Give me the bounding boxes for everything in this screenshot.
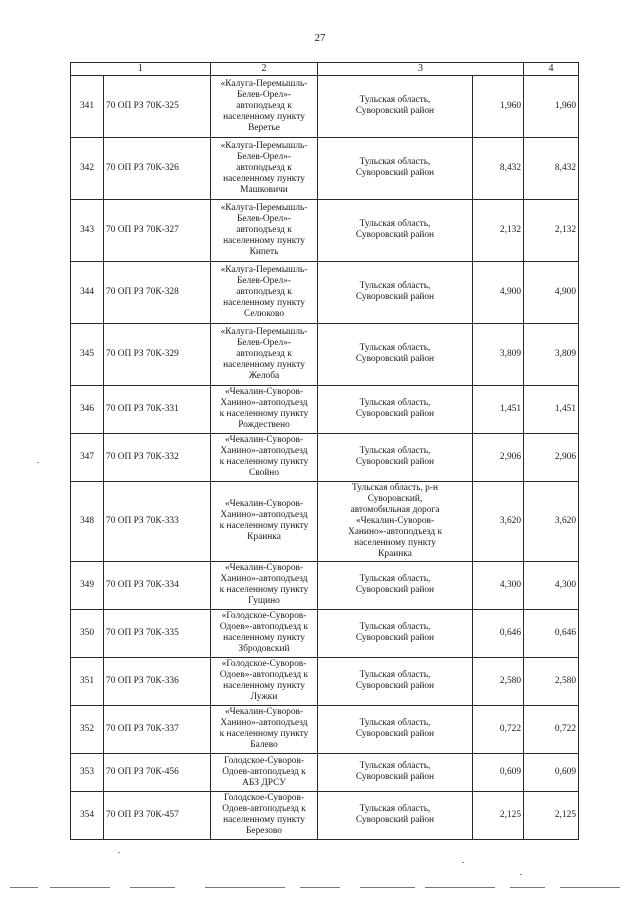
road-name-line: Белев-Орел»- [236,151,292,162]
road-name-line: «Чекалин-Суворов- [224,387,304,398]
row-number: 351 [71,657,104,705]
road-name-line: «Чекалин-Суворов- [224,563,304,574]
road-name-line: Кипеть [249,246,279,257]
row-number: 348 [71,481,104,561]
length-km: 3,620 [473,481,524,561]
table-row [71,791,579,839]
road-name-line: населенному пункту [223,297,305,308]
length-km: 0,609 [473,753,524,791]
road-name-line: «Калуга-Перемышль- [220,264,308,275]
total-length-km: 3,620 [524,481,579,561]
location-line: «Чекалин-Суворов- [355,515,435,526]
table-row [71,609,579,657]
location-cell [318,75,473,137]
location-cell [318,657,473,705]
road-name-cell [211,791,318,839]
length-km: 2,580 [473,657,524,705]
road-name-line: к населенному пункту [219,409,309,420]
road-id-code: 70 ОП РЗ 70К-326 [104,137,211,199]
road-name-line: «Калуга-Перемышль- [220,78,308,89]
location-line: Тульская область, [359,761,431,772]
road-name-cell [211,705,318,753]
road-id-code: 70 ОП РЗ 70К-328 [104,261,211,323]
total-length-km: 0,646 [524,609,579,657]
road-name-line: «Калуга-Перемышль- [220,326,308,337]
scan-speck [37,462,39,463]
road-id-code: 70 ОП РЗ 70К-333 [104,481,211,561]
road-name-line: автоподъезд к [236,162,292,173]
header-col-4: 4 [524,63,579,76]
table-row [71,481,579,561]
row-number: 350 [71,609,104,657]
row-number: 349 [71,561,104,609]
road-name-line: «Калуга-Перемышль- [220,140,308,151]
total-length-km: 0,609 [524,753,579,791]
location-line: Суворовский район [355,681,435,692]
road-name-line: «Чекалин-Суворов- [224,707,304,718]
road-name-line: «Голодское-Суворов- [221,611,307,622]
row-number: 346 [71,385,104,433]
road-name-line: Ханино»-автоподъезд [220,446,308,457]
road-id-code: 70 ОП РЗ 70К-327 [104,199,211,261]
road-name-line: Одоев»-автоподъезд к [219,670,309,681]
location-line: Тульская область, [359,343,431,354]
header-col-1: 1 [71,63,211,76]
road-name-line: Збродовский [238,644,290,655]
location-line: Тульская область, [359,398,431,409]
road-name-line: Белев-Орел»- [236,275,292,286]
road-name-line: к населенному пункту [219,729,309,740]
road-name-line: «Чекалин-Суворов- [224,499,304,510]
total-length-km: 2,125 [524,791,579,839]
location-line: Тульская область, [359,670,431,681]
scan-speck [520,874,522,875]
page-number: 27 [314,32,326,44]
length-km: 2,906 [473,433,524,481]
road-name-cell [211,481,318,561]
scan-artifact [50,887,110,888]
table-row [71,705,579,753]
location-line: Суворовский район [355,729,435,740]
location-cell [318,791,473,839]
total-length-km: 2,580 [524,657,579,705]
road-name-cell [211,75,318,137]
table-row [71,433,579,481]
road-name-line: к населенному пункту [219,521,309,532]
road-id-code: 70 ОП РЗ 70К-332 [104,433,211,481]
road-name-line: автоподъезд к [236,100,292,111]
location-line: Суворовский район [355,633,435,644]
location-line: Тульская область, [359,718,431,729]
location-cell [318,199,473,261]
road-id-code: 70 ОП РЗ 70К-456 [104,753,211,791]
row-number: 343 [71,199,104,261]
road-id-code: 70 ОП РЗ 70К-335 [104,609,211,657]
location-cell [318,705,473,753]
road-name-line: к населенному пункту [219,457,309,468]
road-name-cell [211,199,318,261]
length-km: 8,432 [473,137,524,199]
length-km: 4,900 [473,261,524,323]
location-line: Тульская область, [359,95,431,106]
table-row [71,137,579,199]
location-line: Ханино»-автоподъезд к [347,526,443,537]
scan-artifact [10,887,38,888]
row-number: 347 [71,433,104,481]
road-name-line: Белев-Орел»- [236,337,292,348]
road-name-line: АБЗ ДРСУ [242,777,286,788]
road-name-line: Селюково [243,308,285,319]
road-name-line: Одоев-автоподъезд к [222,804,306,815]
road-name-line: «Голодское-Суворов- [221,659,307,670]
row-number: 345 [71,323,104,385]
total-length-km: 1,960 [524,75,579,137]
length-km: 4,300 [473,561,524,609]
road-name-line: Голодское-Суворов- [223,793,305,804]
location-line: Суворовский район [355,106,435,117]
road-name-cell [211,561,318,609]
total-length-km: 8,432 [524,137,579,199]
road-name-line: населенному пункту [223,173,305,184]
length-km: 2,125 [473,791,524,839]
total-length-km: 4,900 [524,261,579,323]
road-name-line: Свойно [248,468,280,479]
road-name-line: Веретье [248,122,280,133]
table-row [71,323,579,385]
row-number: 354 [71,791,104,839]
location-cell [318,323,473,385]
scan-artifact [205,887,285,888]
scan-speck [118,852,120,853]
length-km: 1,960 [473,75,524,137]
location-cell [318,137,473,199]
total-length-km: 2,132 [524,199,579,261]
road-name-line: автоподъезд к [236,286,292,297]
length-km: 3,809 [473,323,524,385]
road-name-line: Ханино»-автоподъезд [220,510,308,521]
road-name-line: Одоев»-автоподъезд к [219,622,309,633]
table-row [71,753,579,791]
location-line: Суворовский район [355,772,435,783]
location-cell [318,561,473,609]
row-number: 352 [71,705,104,753]
location-line: Тульская область, [359,157,431,168]
location-line: Суворовский район [355,230,435,241]
row-number: 342 [71,137,104,199]
location-line: населенному пункту [354,537,436,548]
location-line: Тульская область, [359,804,431,815]
location-line: Краинка [378,548,412,559]
row-number: 341 [71,75,104,137]
road-name-line: Березово [246,826,282,837]
location-line: автомобильная дорога [350,504,440,515]
location-cell [318,481,473,561]
road-id-code: 70 ОП РЗ 70К-334 [104,561,211,609]
road-name-line: Ханино»-автоподъезд [220,398,308,409]
location-line: Тульская область, [359,622,431,633]
table-row [71,199,579,261]
road-name-line: населенному пункту [223,359,305,370]
road-id-code: 70 ОП РЗ 70К-329 [104,323,211,385]
road-name-line: «Чекалин-Суворов- [224,435,304,446]
header-col-3: 3 [318,63,524,76]
scan-artifact [425,887,495,888]
location-line: Суворовский, [367,493,423,504]
table-row [71,657,579,705]
road-name-line: Краинка [247,532,281,543]
road-name-line: Рождествено [238,420,290,431]
location-cell [318,753,473,791]
road-name-line: автоподъезд к [236,224,292,235]
location-line: Суворовский район [355,354,435,365]
road-name-line: «Калуга-Перемышль- [220,202,308,213]
road-name-line: к населенному пункту [219,585,309,596]
road-name-line: Ханино»-автоподъезд [220,574,308,585]
row-number: 344 [71,261,104,323]
road-id-code: 70 ОП РЗ 70К-331 [104,385,211,433]
location-cell [318,609,473,657]
road-name-cell [211,657,318,705]
road-name-cell [211,261,318,323]
table-row [71,75,579,137]
road-name-cell [211,609,318,657]
length-km: 0,646 [473,609,524,657]
scan-artifact [510,887,545,888]
location-line: Тульская область, [359,446,431,457]
road-name-cell [211,433,318,481]
length-km: 2,132 [473,199,524,261]
road-name-cell [211,323,318,385]
total-length-km: 4,300 [524,561,579,609]
road-id-code: 70 ОП РЗ 70К-336 [104,657,211,705]
road-name-line: Одоев-автоподъезд к [222,766,306,777]
road-name-cell [211,385,318,433]
scan-artifact [560,887,620,888]
table-row [71,385,579,433]
location-cell [318,433,473,481]
road-name-line: Машковичи [240,184,288,195]
scan-speck [462,862,464,863]
table-row [71,561,579,609]
total-length-km: 2,906 [524,433,579,481]
length-km: 0,722 [473,705,524,753]
table-body [71,75,579,839]
road-name-line: населенному пункту [223,815,305,826]
road-registry-table [70,62,579,840]
road-name-line: Белев-Орел»- [236,89,292,100]
road-name-line: Белев-Орел»- [236,213,292,224]
header-row [71,63,579,76]
total-length-km: 0,722 [524,705,579,753]
scan-artifact [300,887,340,888]
header-col-2: 2 [211,63,318,76]
location-line: Суворовский район [355,815,435,826]
total-length-km: 3,809 [524,323,579,385]
road-name-line: населенному пункту [223,111,305,122]
row-number: 353 [71,753,104,791]
road-name-cell [211,137,318,199]
road-name-line: Ханино»-автоподъезд [220,718,308,729]
road-name-line: населенному пункту [223,633,305,644]
location-line: Тульская область, [359,281,431,292]
road-id-code: 70 ОП РЗ 70К-325 [104,75,211,137]
road-name-line: Гущино [248,596,280,607]
location-line: Суворовский район [355,585,435,596]
location-line: Суворовский район [355,457,435,468]
location-line: Суворовский район [355,292,435,303]
total-length-km: 1,451 [524,385,579,433]
location-cell [318,261,473,323]
scan-artifact [130,887,175,888]
scan-artifact [360,887,415,888]
location-line: Тульская область, р-н [352,482,438,493]
location-line: Суворовский район [355,409,435,420]
road-name-line: автоподъезд к [236,348,292,359]
location-cell [318,385,473,433]
road-name-cell [211,753,318,791]
road-name-line: Балево [250,740,278,751]
road-id-code: 70 ОП РЗ 70К-337 [104,705,211,753]
road-name-line: населенному пункту [223,681,305,692]
location-line: Тульская область, [359,219,431,230]
length-km: 1,451 [473,385,524,433]
location-line: Суворовский район [355,168,435,179]
road-name-line: Желоба [248,370,280,381]
road-name-line: населенному пункту [223,235,305,246]
road-name-line: Лужки [250,692,278,703]
location-line: Тульская область, [359,574,431,585]
road-name-line: Голодское-Суворов- [223,755,305,766]
road-id-code: 70 ОП РЗ 70К-457 [104,791,211,839]
table-row [71,261,579,323]
